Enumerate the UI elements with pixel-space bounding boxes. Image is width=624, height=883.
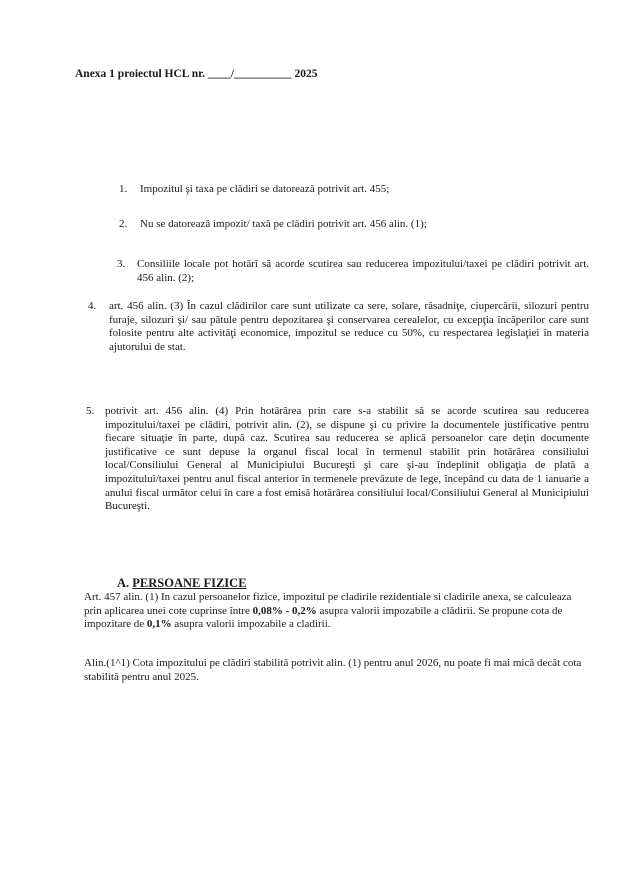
list-item-number: 3. xyxy=(117,258,126,270)
list-item-number: 2. xyxy=(119,218,128,230)
paragraph-text: Art. 457 alin. (1) In cazul persoanelor fizice, impozitul pe cladirile rezidentiale si cladirile anexa, se calculeaza prin aplicarea unei cote cuprinse între xyxy=(84,591,572,617)
section-heading xyxy=(117,576,247,591)
section-title-text: PERSOANE FIZICE xyxy=(132,576,247,590)
section-letter: A. xyxy=(117,576,130,590)
list-item-number: 1. xyxy=(119,183,128,195)
list-item-text: Impozitul şi taxa pe clădiri se datorează potrivit art. 455; xyxy=(140,183,390,195)
document-title: Anexa 1 proiectul HCL nr. ____/__________ 2025 xyxy=(75,68,318,80)
list-item-text: art. 456 alin. (3) În cazul clădirilor care sunt utilizate ca sere, solare, răsadniţe, ciupercării, silozuri pentru furaje, silozuri şi/ sau pătule pentru depozitarea şi conservarea cerealelor, cu excepţia încăperilor care sunt folosite pentru alte activităţi economice, impozitul se reduce cu 50%, cu respectarea legislaţiei în materia ajutorului de stat. xyxy=(109,300,589,353)
list-item-text: potrivit art. 456 alin. (4) Prin hotărârea prin care s-a stabilit să se acorde scutirea sau reducerea impozitului/taxei pe clădiri, potrivit alin. (2), se dispune şi cu privire la documentele justificative pentru fiecare situaţie în parte, după caz. Scutirea sau reducerea se aplică persoanelor care deţin documente justificative ce sunt depuse la organul fiscal local în termenul stabilit prin hotărârea consiliului local/Consiliului General al Municipiului Bucureşti şi care şi-au îndeplinit obligaţia de plată a impozitului/taxei pentru anul fiscal anterior în termenele prevăzute de lege, începând cu data de 1 ianuarie a anului fiscal următor celui în care a fost emisă hotărârea consiliului local/Consiliului General al Municipiului Bucureşti. xyxy=(105,405,589,513)
paragraph-text: asupra valorii impozabile a cladirii. xyxy=(171,618,331,631)
proposed-rate: 0,1% xyxy=(146,618,172,631)
paragraph-text: asupra valorii impozabile a clădirii. Se propune cota de impozitare de xyxy=(84,604,563,631)
list-item-text: Consiliile locale pot hotărî să acorde scutirea sau reducerea impozitului/taxei pe clădiri potrivit art. 456 alin. (2); xyxy=(137,258,589,284)
rate-range: 0,08% - 0,2% xyxy=(252,604,317,617)
list-item-number: 4. xyxy=(88,300,97,312)
list-item-text: Nu se datorează impozit/ taxă pe clădiri potrivit art. 456 alin. (1); xyxy=(140,218,427,230)
paragraph-alin-1-1: Alin.(1^1) Cota impozitului pe clădiri stabilită potrivit alin. (1) pentru anul 2026, nu poate fi mai mică decât cota stabilită pentru anul 2025. xyxy=(84,657,582,683)
list-item-number: 5. xyxy=(86,405,95,417)
paragraph-art-457 xyxy=(84,591,584,632)
